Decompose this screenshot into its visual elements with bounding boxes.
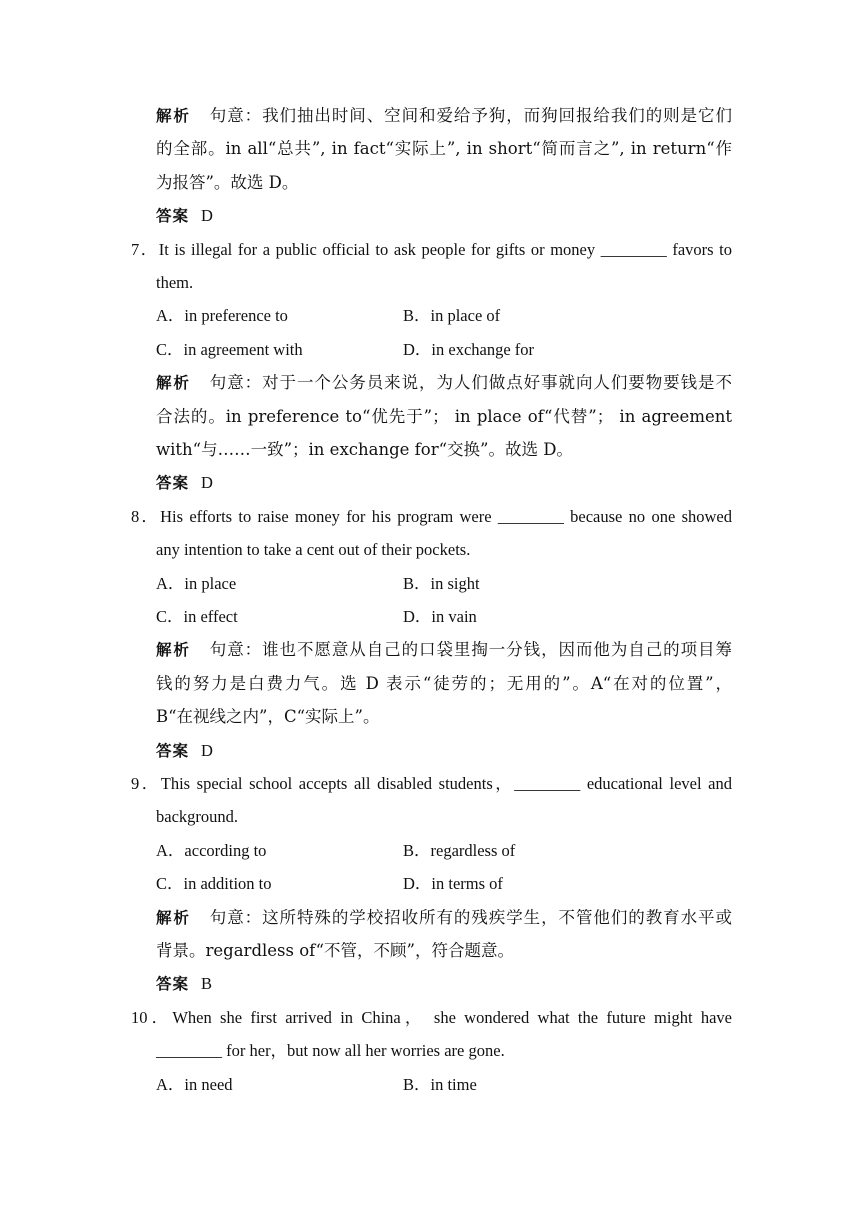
answer-label: 答案	[156, 741, 190, 760]
question-stem-line	[131, 240, 732, 262]
explanation-line	[156, 941, 514, 961]
question-text: them.	[156, 273, 194, 292]
explanation-text: 为报答”。故选 D。	[156, 172, 299, 192]
answer-value: D	[201, 473, 213, 493]
answer-label: 答案	[156, 474, 190, 493]
answer-line	[156, 206, 213, 226]
explanation-text: with“与……一致”；in exchange for“交换”。故选 D。	[156, 440, 573, 459]
answer-option: A．in need	[156, 1074, 233, 1094]
explanation-label: 解析	[156, 107, 191, 125]
explanation-label: 解析	[156, 641, 191, 660]
explanation-line	[156, 440, 573, 460]
explanation-text: 钱的努力是白费力气。选 D 表示“徒劳的；无用的”。A“在对的位置”，	[156, 673, 732, 693]
answer-option: B．regardless of	[403, 840, 516, 860]
answer-option: D．in vain	[403, 607, 477, 626]
explanation-text: 背景。regardless of“不管，不顾”，符合题意。	[156, 941, 514, 960]
question-text: any intention to take a cent out of their pockets.	[156, 540, 471, 560]
answer-option: A．in place	[156, 573, 237, 593]
question-number: 9．	[131, 774, 161, 793]
explanation-line	[156, 407, 732, 429]
explanation-line	[156, 139, 732, 161]
question-number: 8．	[131, 506, 161, 526]
explanation-line	[156, 373, 732, 395]
question-text: His efforts to raise money for his program were ________ because no one showed	[160, 506, 732, 526]
explanation-line	[156, 173, 298, 193]
question-text: It is illegal for a public official to ask people for gifts or money ________ favors to	[158, 239, 732, 259]
question-number: 10．	[131, 1007, 173, 1027]
answer-option: C．in agreement with	[156, 339, 303, 359]
question-stem-line	[131, 507, 732, 529]
answer-value: D	[201, 206, 213, 226]
question-stem-line	[156, 273, 193, 293]
explanation-text: 的全部。in all“总共”, in fact“实际上”, in short“简而言之”, in return“作	[156, 139, 732, 159]
answer-option: A．according to	[156, 840, 267, 860]
question-stem-line	[156, 1041, 505, 1061]
answer-option: B．in sight	[403, 573, 480, 593]
question-stem-line	[156, 540, 470, 560]
explanation-text: 合法的。in preference to“优先于”； in place of“代替”； in agreement	[156, 406, 732, 426]
answer-line	[156, 473, 213, 493]
answer-label: 答案	[156, 975, 190, 994]
question-text: This special school accepts all disabled students，________ educational level and	[160, 774, 732, 793]
answer-line	[156, 974, 212, 994]
question-number: 7．	[131, 239, 159, 259]
explanation-line	[156, 707, 380, 727]
explanation-label: 解析	[156, 374, 191, 393]
answer-value: B	[201, 974, 213, 994]
answer-option: C．in addition to	[156, 874, 272, 894]
explanation-text: 句意：我们抽出时间、空间和爱给予狗，而狗回报给我们的则是它们	[208, 106, 732, 125]
explanation-text: B“在视线之内”，C“实际上”。	[156, 707, 380, 727]
explanation-label: 解析	[156, 908, 191, 927]
question-text: ________ for her，but now all her worries are gone.	[156, 1041, 505, 1061]
explanation-text: 句意：对于一个公务员来说，为人们做点好事就向人们要物要钱是不	[208, 373, 732, 393]
answer-line	[156, 741, 213, 761]
answer-option: C．in effect	[156, 607, 238, 626]
answer-option: D．in terms of	[403, 874, 503, 894]
answer-label: 答案	[156, 207, 190, 226]
answer-option: D．in exchange for	[403, 339, 535, 359]
explanation-line	[156, 908, 732, 930]
answer-option: B．in place of	[403, 306, 501, 326]
answer-option: A．in preference to	[156, 306, 288, 326]
question-text: background.	[156, 807, 239, 827]
answer-option: B．in time	[403, 1074, 477, 1094]
explanation-text: 句意：谁也不愿意从自己的口袋里掏一分钱，因而他为自己的项目筹	[208, 640, 732, 660]
answer-value: D	[201, 740, 213, 760]
explanation-line	[156, 640, 732, 662]
question-stem-line	[131, 774, 732, 796]
question-stem-line	[156, 807, 238, 827]
explanation-text: 句意：这所特殊的学校招收所有的残疾学生，不管他们的教育水平或	[208, 907, 732, 927]
question-stem-line	[131, 1008, 732, 1030]
question-text: When she first arrived in China， she wondered what the future might have	[172, 1007, 732, 1027]
explanation-line	[156, 674, 732, 696]
explanation-line	[156, 106, 732, 128]
